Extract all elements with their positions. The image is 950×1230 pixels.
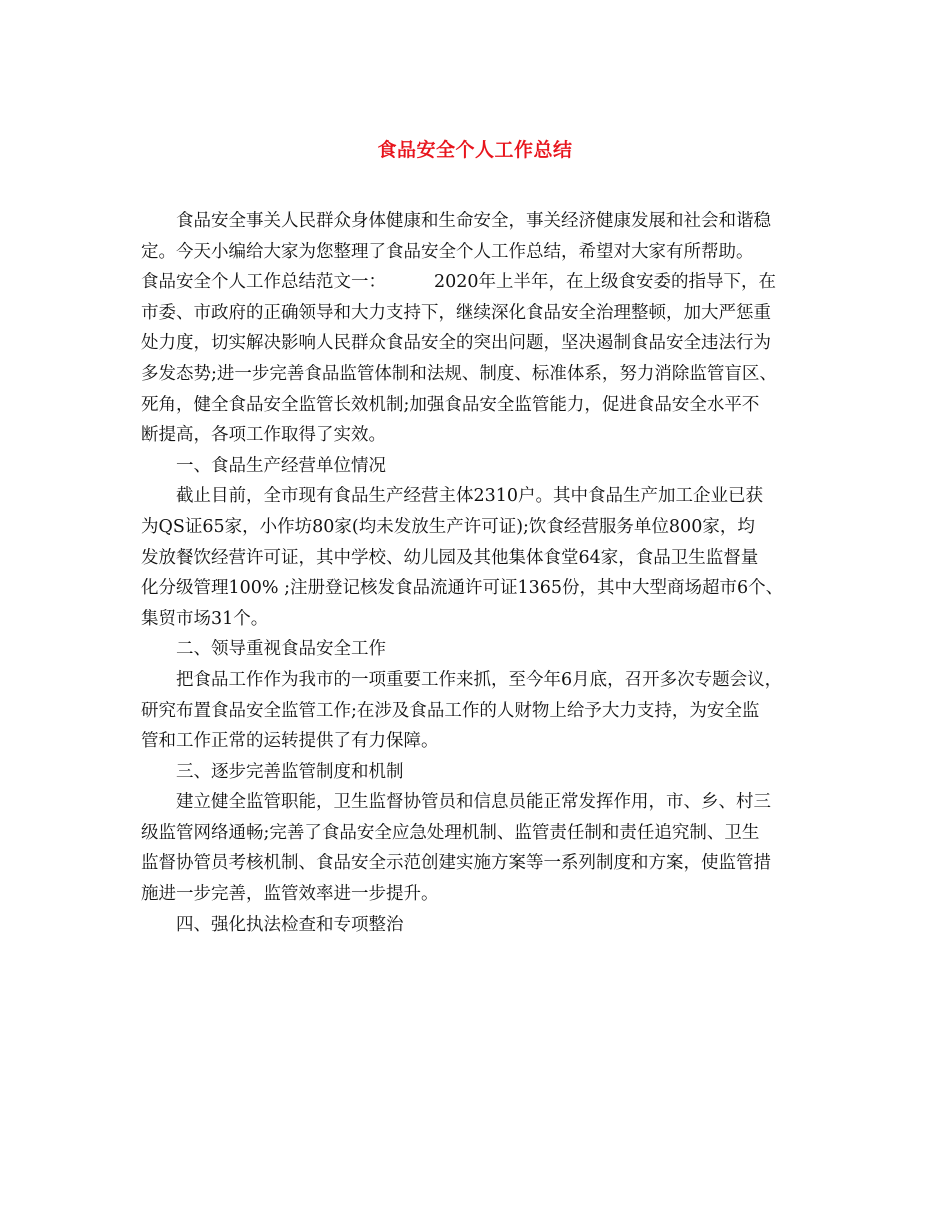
sample-heading: 食品安全个人工作总结范文一： bbox=[141, 272, 386, 293]
paragraph-line: 集贸市场31个。 bbox=[141, 608, 269, 629]
paragraph-line: 截止目前，全市现有食品生产经营主体2310户。其中食品生产加工企业已获 bbox=[176, 486, 764, 507]
section-heading: 四、强化执法检查和专项整治 bbox=[176, 914, 404, 935]
paragraph-text: 2020年上半年，在上级食安委的指导下，在 bbox=[434, 272, 777, 293]
paragraph-line: 化分级管理100% ;注册登记核发食品流通许可证1365份，其中大型商场超市6个、 bbox=[141, 578, 784, 599]
paragraph-line-with-heading bbox=[141, 267, 831, 298]
section-heading: 一、食品生产经营单位情况 bbox=[176, 455, 386, 476]
paragraph-line: 发放餐饮经营许可证，其中学校、幼儿园及其他集体食堂64家，食品卫生监督量 bbox=[141, 547, 759, 568]
paragraph-line: 为QS证65家，小作坊80家(均未发放生产许可证);饮食经营服务单位800家，均 bbox=[141, 516, 755, 537]
document-body bbox=[141, 206, 831, 940]
paragraph-line: 级监管网络通畅;完善了食品安全应急处理机制、监管责任制和责任追究制、卫生 bbox=[141, 822, 760, 843]
paragraph-line: 市委、市政府的正确领导和大力支持下，继续深化食品安全治理整顿，加大严惩重 bbox=[141, 302, 771, 323]
paragraph-line: 处力度，切实解决影响人民群众食品安全的突出问题，坚决遏制食品安全违法行为 bbox=[141, 333, 771, 354]
section-heading: 二、领导重视食品安全工作 bbox=[176, 639, 386, 660]
paragraph-line: 监督协管员考核机制、食品安全示范创建实施方案等一系列制度和方案，使监管措 bbox=[141, 853, 771, 874]
section-heading: 三、逐步完善监管制度和机制 bbox=[176, 761, 404, 782]
paragraph-line: 研究布置食品安全监管工作;在涉及食品工作的人财物上给予大力支持，为安全监 bbox=[141, 700, 760, 721]
document-title: 食品安全个人工作总结 bbox=[377, 139, 573, 161]
paragraph-line: 死角，健全食品安全监管长效机制;加强食品安全监管能力，促进食品安全水平不 bbox=[141, 394, 760, 415]
paragraph-line: 把食品工作作为我市的一项重要工作来抓，至今年6月底，召开多次专题会议， bbox=[176, 669, 783, 690]
paragraph-line: 食品安全事关人民群众身体健康和生命安全，事关经济健康发展和社会和谐稳 bbox=[176, 211, 771, 231]
paragraph-line: 定。今天小编给大家为您整理了食品安全个人工作总结，希望对大家有所帮助。 bbox=[141, 241, 754, 262]
paragraph-line: 多发态势;进一步完善食品监管体制和法规、制度、标准体系，努力消除监管盲区、 bbox=[141, 363, 777, 384]
paragraph-line: 建立健全监管职能，卫生监督协管员和信息员能正常发挥作用，市、乡、村三 bbox=[176, 792, 771, 813]
paragraph-line: 施进一步完善，监管效率进一步提升。 bbox=[141, 884, 439, 905]
paragraph-line: 断提高，各项工作取得了实效。 bbox=[141, 425, 386, 446]
paragraph-line: 管和工作正常的运转提供了有力保障。 bbox=[141, 731, 439, 752]
